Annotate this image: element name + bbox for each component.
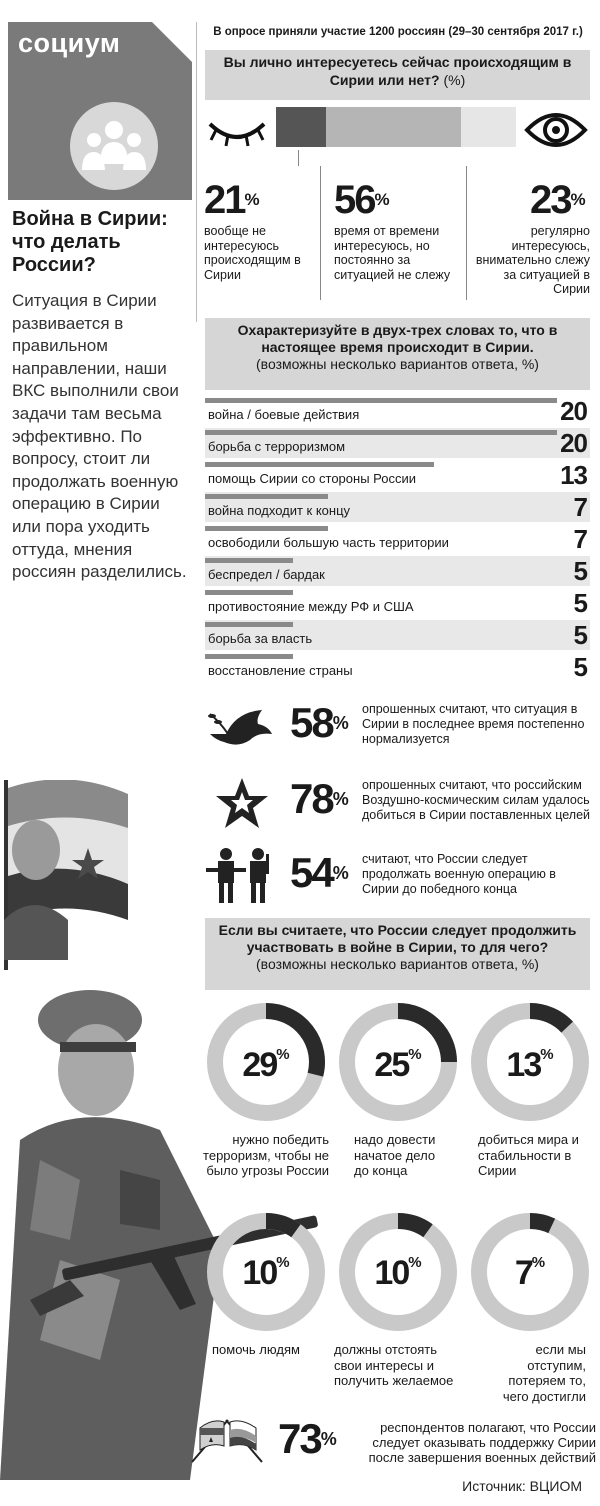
q2-bar — [205, 462, 434, 467]
interest-seg-sometimes — [326, 107, 460, 147]
q3-question: Если вы считаете, что России следует продолжить участвовать в войне в Сирии, то для чего? — [218, 922, 577, 955]
q3-question-box — [205, 918, 590, 990]
q2-label: противостояние между РФ и США — [208, 599, 414, 614]
closed-eye-icon — [206, 112, 268, 152]
q2-label: война / боевые действия — [208, 407, 360, 422]
q3-value-0: 29% — [242, 1046, 290, 1084]
q3-caption-2: добиться мира и стабильности в Сирии — [478, 1132, 579, 1178]
q1-value-2: 23% — [530, 178, 586, 222]
q2-value: 7 — [573, 524, 587, 554]
column-divider — [196, 22, 197, 322]
q3-note: (возможны несколько вариантов ответа, %) — [256, 956, 539, 972]
q3-value-4: 10% — [374, 1254, 422, 1292]
q2-value: 7 — [573, 492, 587, 522]
source: Источник: ВЦИОМ — [462, 1478, 582, 1494]
q1-unit: (%) — [439, 72, 466, 88]
q2-row — [205, 620, 590, 650]
q2-question-box — [205, 318, 590, 390]
q3-value-1: 25% — [374, 1046, 422, 1084]
q2-row — [205, 428, 590, 458]
intro-text: Ситуация в Сирии развивается в правильном направлении, наши ВКС выполнили свои задачи там весьма эффективно. По вопросу, стоит ли продолжать военную операцию в Сирии или пора уходить оттуда, мнения россиян разделились. — [12, 291, 187, 582]
army-star-icon — [214, 776, 270, 832]
q2-bar — [205, 430, 557, 435]
q2-value: 5 — [573, 588, 587, 618]
q2-note: (возможны несколько вариантов ответа, %) — [256, 356, 539, 372]
q2-question: Охарактеризуйте в двух-трех словах то, что в настоящее время происходит в Сирии. — [237, 322, 558, 355]
donut-arc-4 — [398, 1221, 428, 1231]
q2-value: 5 — [573, 620, 587, 650]
q2-value: 5 — [573, 652, 587, 682]
q1-text-2: регулярно интересуюсь, внимательно слежу за ситуацией в Сирии — [475, 224, 590, 296]
q1-tick — [298, 150, 299, 166]
fact-text-0: опрошенных считают, что ситуация в Сирии в последнее время постепенно нормализуется — [362, 702, 585, 746]
q2-label: война подходит к концу — [208, 503, 351, 518]
q2-row — [205, 652, 590, 682]
fact-text-2: считают, что России следует продолжать военную операцию в Сирии до победного конца — [362, 852, 556, 896]
q1-text-0: вообще не интересуюсь происходящим в Сирии — [204, 224, 301, 282]
q3-value-5: 7% — [514, 1254, 546, 1292]
q1-divider-1 — [320, 166, 321, 300]
q3-value-3: 10% — [242, 1254, 290, 1292]
q1-divider-2 — [466, 166, 467, 300]
q2-bar — [205, 590, 293, 595]
q3-value-2: 13% — [506, 1046, 554, 1084]
open-eye-icon — [524, 108, 588, 152]
q1-question-box — [205, 50, 590, 100]
topic-title: Война в Сирии: что делать России? — [12, 208, 168, 276]
q2-label: освободили большую часть территории — [208, 535, 449, 550]
crossed-flags-icon — [184, 1416, 270, 1464]
q2-bar — [205, 398, 557, 403]
q2-row — [205, 588, 590, 618]
q2-row — [205, 524, 590, 554]
q2-bar — [205, 526, 328, 531]
q2-bar — [205, 622, 293, 627]
q3-caption-4: должны отстоять свои интересы и получить желаемое — [334, 1342, 454, 1388]
q3-caption-1: надо довести начатое дело до конца — [354, 1132, 436, 1178]
survey-note: В опросе приняли участие 1200 россиян (29–30 сентября 2017 г.) — [213, 26, 583, 38]
fact-value-0: 58% — [290, 699, 349, 746]
q2-bar — [205, 558, 293, 563]
q1-value-0: 21% — [204, 178, 260, 222]
fact-text-1: опрошенных считают, что российским Воздушно-космическим силам удалось добиться в Сирии поставленных целей — [362, 778, 591, 822]
soldiers-icon — [204, 846, 278, 904]
q3-caption-5: если мы отступим, потеряем то, чего достигли — [502, 1342, 586, 1404]
q3-caption-0: нужно победить терроризм, чтобы не было угрозы России — [203, 1132, 329, 1178]
interest-seg-regular — [461, 107, 516, 147]
interest-bar — [276, 107, 516, 147]
brand-notch — [152, 22, 192, 62]
q2-label: помощь Сирии со стороны России — [208, 471, 417, 486]
q2-row — [205, 396, 590, 426]
q2-label: борьба за власть — [208, 631, 313, 646]
fact-value-1: 78% — [290, 775, 349, 822]
donut-arc-5 — [530, 1221, 552, 1226]
q1-text-1: время от времени интересуюсь, но постоянно за ситуацией не слежу — [334, 224, 451, 282]
soldier-illustration — [0, 780, 340, 1480]
donut-arc-2 — [530, 1011, 567, 1027]
brand-block — [8, 22, 192, 200]
q1-question: Вы лично интересуетесь сейчас происходящим в Сирии или нет? — [223, 54, 572, 88]
q2-value: 5 — [573, 556, 587, 586]
q3-caption-3: помочь людям — [212, 1342, 300, 1357]
brand-word: социум — [18, 28, 121, 58]
q2-value: 13 — [560, 460, 587, 490]
people-group-icon — [70, 102, 158, 190]
q2-label: восстановление страны — [208, 663, 353, 678]
q2-row — [205, 460, 590, 490]
q2-label: беспредел / бардак — [208, 567, 325, 582]
interest-seg-none — [276, 107, 326, 147]
q2-bar — [205, 654, 293, 659]
q2-value: 20 — [560, 396, 587, 426]
dove-icon — [206, 706, 276, 750]
q2-row — [205, 556, 590, 586]
q2-label: борьба с терроризмом — [208, 439, 346, 454]
q2-row — [205, 492, 590, 522]
q2-bar — [205, 494, 328, 499]
q2-value: 20 — [560, 428, 587, 458]
final-text: респондентов полагают, что России следует оказывать поддержку Сирии после завершения военных действий — [368, 1420, 596, 1465]
final-value: 73% — [278, 1415, 337, 1462]
q1-value-1: 56% — [334, 178, 390, 222]
fact-value-2: 54% — [290, 849, 349, 896]
